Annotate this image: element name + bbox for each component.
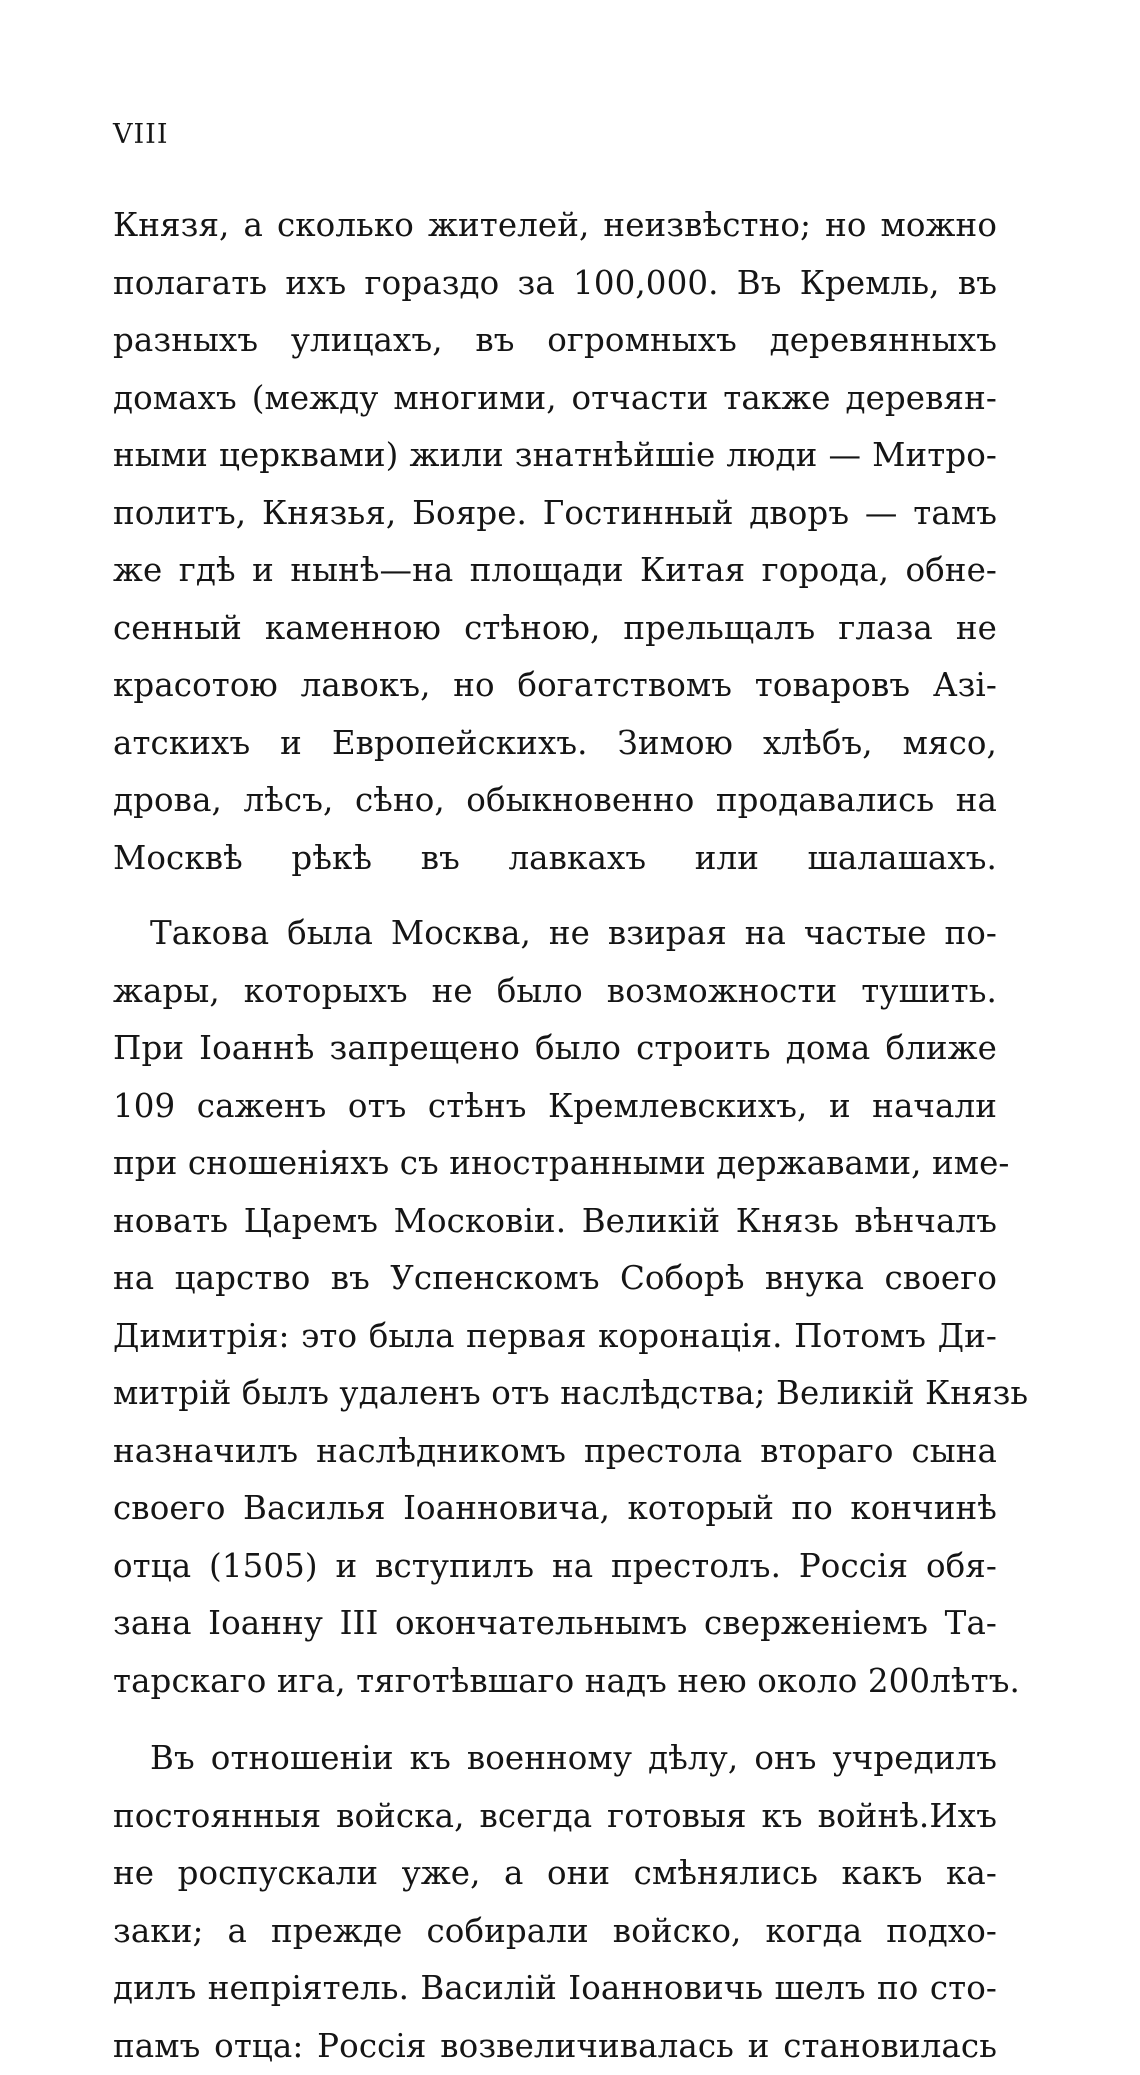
text-line: дилъ непріятель. Василій Іоанновичь шелъ по сто- bbox=[113, 1960, 997, 2018]
text-line: 109 саженъ отъ стѣнъ Кремлевскихъ, и начали bbox=[113, 1078, 997, 1136]
text-line: постоянныя войска, всегда готовыя къ войнѣ.Ихъ bbox=[113, 1788, 997, 1846]
paragraph-2 bbox=[113, 905, 997, 1710]
text-line: митрій былъ удаленъ отъ наслѣдства; Великій Князь bbox=[113, 1365, 997, 1423]
page-number: VIII bbox=[113, 118, 169, 152]
text-line: зана Іоанну III окончательнымъ сверженіемъ Та- bbox=[113, 1595, 997, 1653]
text-line: на царство въ Успенскомъ Соборѣ внука своего bbox=[113, 1250, 997, 1308]
text-line: тарскаго ига, тяготѣвшаго надъ нею около 200лѣтъ. bbox=[113, 1653, 997, 1711]
text-line: Князя, а сколько жителей, неизвѣстно; но можно bbox=[113, 197, 997, 255]
text-line: при сношеніяхъ съ иностранными державами, име- bbox=[113, 1135, 997, 1193]
paragraph-3 bbox=[113, 1730, 997, 2075]
text-line: Москвѣ рѣкѣ въ лавкахъ или шалашахъ. bbox=[113, 830, 997, 888]
text-line: политъ, Князья, Бояре. Гостинный дворъ — тамъ bbox=[113, 485, 997, 543]
text-line: разныхъ улицахъ, въ огромныхъ деревянныхъ bbox=[113, 312, 997, 370]
text-line: жары, которыхъ не было возможности тушить. bbox=[113, 963, 997, 1021]
text-line: красотою лавокъ, но богатствомъ товаровъ Азі- bbox=[113, 657, 997, 715]
text-line: сенный каменною стѣною, прельщалъ глаза не bbox=[113, 600, 997, 658]
text-line: же гдѣ и нынѣ—на площади Китая города, обне- bbox=[113, 542, 997, 600]
text-line: новать Царемъ Московіи. Великій Князь вѣнчалъ bbox=[113, 1193, 997, 1251]
text-line: заки; а прежде собирали войско, когда подхо- bbox=[113, 1903, 997, 1961]
text-line: дрова, лѣсъ, сѣно, обыкновенно продавались на bbox=[113, 772, 997, 830]
paragraph-1 bbox=[113, 197, 997, 887]
text-line: При Іоаннѣ запрещено было строить дома ближе bbox=[113, 1020, 997, 1078]
body-text bbox=[113, 197, 997, 2075]
text-line: Такова была Москва, не взирая на частые по- bbox=[113, 905, 997, 963]
text-line: Въ отношеніи къ военному дѣлу, онъ учредилъ bbox=[113, 1730, 997, 1788]
text-line: домахъ (между многими, отчасти также деревян- bbox=[113, 370, 997, 428]
text-line: отца (1505) и вступилъ на престолъ. Россія обя- bbox=[113, 1538, 997, 1596]
text-line: Димитрія: это была первая коронація. Потомъ Ди- bbox=[113, 1308, 997, 1366]
text-line: атскихъ и Европейскихъ. Зимою хлѣбъ, мясо, bbox=[113, 715, 997, 773]
text-line: назначилъ наслѣдникомъ престола втораго сына bbox=[113, 1423, 997, 1481]
text-line: полагать ихъ гораздо за 100,000. Въ Кремль, въ bbox=[113, 255, 997, 313]
text-line: своего Василья Іоанновича, который по кончинѣ bbox=[113, 1480, 997, 1538]
text-line: не роспускали уже, а они смѣнялись какъ ка- bbox=[113, 1845, 997, 1903]
text-line: памъ отца: Россія возвеличивалась и становилась bbox=[113, 2018, 997, 2075]
text-line: ными церквами) жили знатнѣйшіе люди — Митро- bbox=[113, 427, 997, 485]
